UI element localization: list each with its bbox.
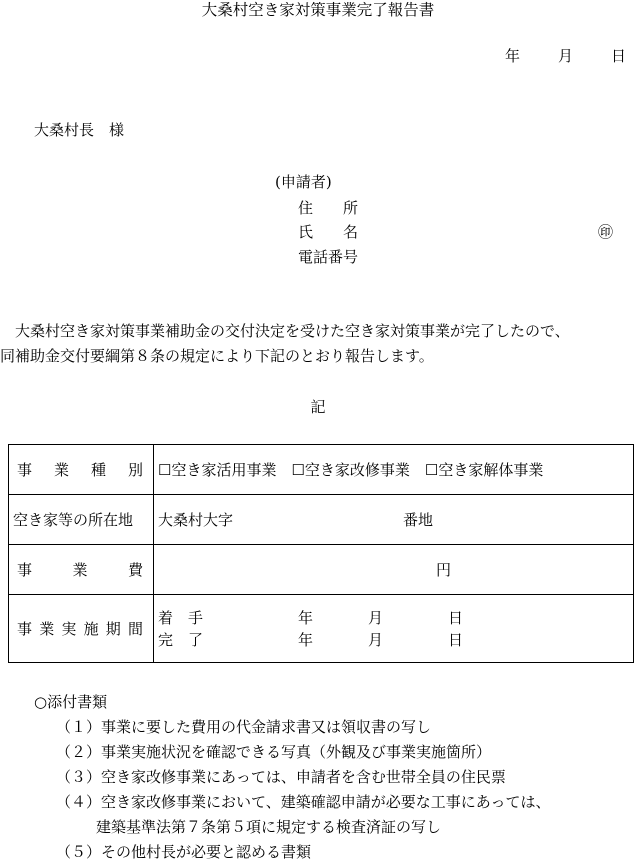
table-row-type (9, 445, 634, 495)
label-period: 事 業 実 施 期 間 (9, 595, 154, 663)
period-start: 着 手 年 月 日 (158, 608, 464, 627)
applicant-phone-label: 電話番号 (298, 248, 359, 266)
type-options[interactable]: ☐空き家活用事業 ☐空き家改修事業 ☐空き家解体事業 (154, 445, 634, 495)
label-cost: 事 業 費 (9, 545, 154, 595)
attachment-item-3: （３）空き家改修事業にあっては、申請者を含む世帯全員の住民票 (56, 768, 506, 786)
period-end: 完 了 年 月 日 (158, 630, 464, 649)
attachment-item-2: （２）事業実施状況を確認できる写真（外観及び事業実施箇所） (56, 743, 492, 761)
ki-heading: 記 (310, 398, 326, 416)
attachment-item-4: （４）空き家改修事業において、建築確認申請が必要な工事にあっては、 (56, 793, 551, 811)
attachment-item-4-cont: 建築基準法第７条第５項に規定する検査済証の写し (96, 818, 442, 836)
date-month: 月 (557, 47, 573, 65)
table-row-location (9, 495, 634, 545)
date-line (505, 46, 626, 66)
attachments-title: ○添付書類 (34, 693, 108, 711)
seal-icon: ㊞ (598, 223, 614, 241)
location-village: 大桑村大字 (158, 510, 234, 529)
period-value[interactable] (154, 595, 634, 663)
report-table (8, 444, 634, 663)
label-location: 空き家等の所在地 (9, 495, 154, 545)
body-line-1: 大桑村空き家対策事業補助金の交付決定を受けた空き家対策事業が完了したので、 (0, 322, 570, 340)
attachment-item-1: （１）事業に要した費用の代金請求書又は領収書の写し (56, 718, 432, 736)
location-banchi: 番地 (403, 510, 434, 529)
location-value[interactable] (154, 495, 634, 545)
cost-value[interactable] (154, 545, 634, 595)
cost-yen: 円 (436, 560, 452, 579)
attachment-item-5: （５）その他村長が必要と認める書類 (56, 843, 312, 861)
label-type: 事 業 種 別 (9, 445, 154, 495)
addressee: 大桑村長 様 (34, 121, 125, 139)
body-line-2: 同補助金交付要綱第８条の規定により下記のとおり報告します。 (0, 347, 434, 365)
table-row-period (9, 595, 634, 663)
date-day: 日 (610, 47, 626, 65)
applicant-address-label: 住 所 (298, 199, 359, 217)
table-row-cost (9, 545, 634, 595)
applicant-name-label: 氏 名 (298, 223, 359, 241)
applicant-label: (申請者) (275, 173, 332, 191)
document-title: 大桑村空き家対策事業完了報告書 (201, 1, 435, 19)
date-year: 年 (504, 47, 520, 65)
